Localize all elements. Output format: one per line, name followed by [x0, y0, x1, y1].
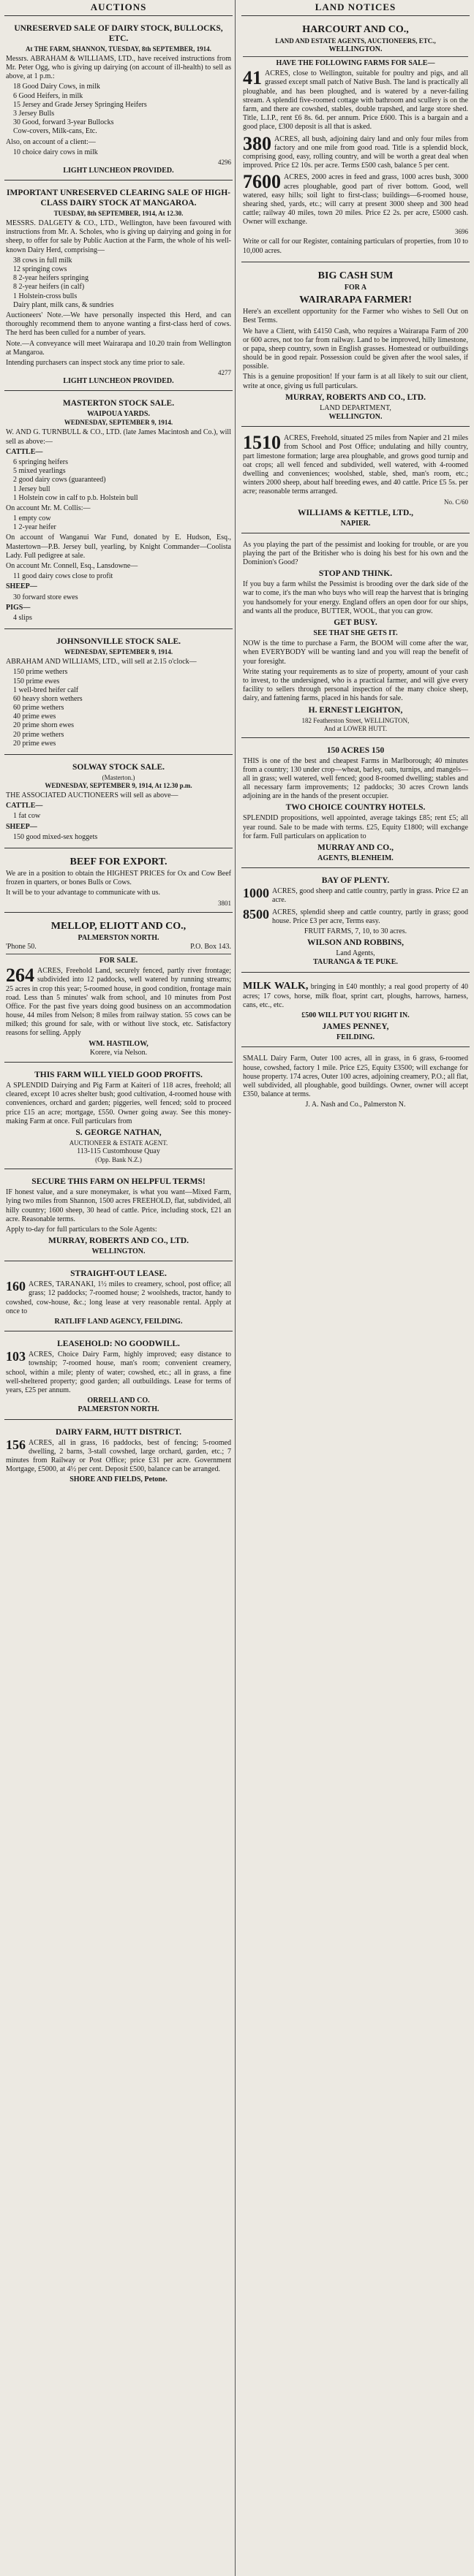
- bay-of-plenty-ad: [241, 871, 470, 972]
- lot-item: 60 heavy shorn wethers: [13, 694, 83, 703]
- ad-title: DAIRY FARM, HUTT DISTRICT.: [55, 1427, 181, 1437]
- lot-item: 6 Good Heifers, in milk: [13, 91, 83, 100]
- contact-row: [6, 943, 231, 951]
- lot-list: [13, 257, 231, 310]
- agent-address: And at LOWER HUTT.: [323, 724, 388, 732]
- hutt-dairy-ad: [4, 1423, 233, 1489]
- lot-item: 150 prime ewes: [13, 677, 60, 685]
- listing-text: ACRES, good sheep and cattle country, partly in grass. Price £2 an acre.: [272, 887, 468, 905]
- harcourt-ad: [241, 19, 470, 262]
- ad-heading: STOP AND THINK.: [318, 569, 393, 579]
- agent-name: MURRAY, ROBERTS AND CO., LTD.: [285, 392, 426, 402]
- section-label: SHEEP—: [6, 582, 37, 591]
- mangaroa-sale-ad: [4, 183, 233, 391]
- ad-body: SMALL Dairy Farm, Outer 100 acres, all in grass, in 6 grass, 6-roomed house, cowshed, factory 1 mile. Price £25, Equity £3500; will exchange for house property. 174 acres, Outer 100 acres, adjoining creamery, P.O.; all flat, well subdivided, all ploughable, good buildings. Owner, owner will accept £350, balance at terms.: [243, 1055, 468, 1099]
- ad-note: On account of Wanganui War Fund, donated by E. Hudson, Esq., Mastertown—P.B. Jersey bull, yearling, by Knight Commander—Coolista Lady. Full pedigree at sale.: [6, 533, 231, 560]
- ad-title: STRAIGHT-OUT LEASE.: [70, 1269, 167, 1279]
- listing-text: ACRES, 2000 acres in feed and grass, 1000 acres bush, 3000 acres ploughable, good part of river bottom. Good, well watered, easy hills; soil light to first-class; buildings—6-roomed house, shearing shed, yards, etc.; will carry at present 3000 sheep and 300 head cattle; railway 40 miles, town 20 miles. Price £2 2s. per acre, £5000 cash. Owner will exchange.: [243, 173, 468, 227]
- agent-town: WELLINGTON.: [91, 1247, 146, 1256]
- lot-item: 60 prime wethers: [13, 704, 64, 713]
- lot-item: 20 prime shorn ewes: [13, 721, 75, 730]
- agent-name: JAMES PENNEY,: [322, 1022, 389, 1032]
- milk-walk-ad: [241, 976, 470, 1048]
- ad-ref: 3801: [218, 899, 231, 907]
- listing-text: ACRES, Freehold, situated 25 miles from Napier and 21 miles from School and Post Office; undulating and hilly country, part limestone formation; large area ploughable, and grows good turnip and oat crops; all well fenced and subdivided, well watered, with 4-roomed dwelling and conveniences; woolshed, stable, shed, man's room, etc.; winters 2000 sheep, about half breeding ewes, and 40 cattle. Price £5 5s. per acre; reasonable terms arranged.: [243, 434, 468, 496]
- ad-body: NOW is the time to purchase a Farm, the BOOM will come after the war, when EVERYBODY will be wanting land and you will reap the benefit of your foresight.: [243, 639, 468, 666]
- ad-ref: 3696: [455, 228, 468, 236]
- agent-name: MURRAY AND CO.,: [317, 843, 394, 853]
- big-cash-ad: [241, 265, 470, 427]
- ad-title: MASTERTON STOCK SALE.: [62, 399, 175, 409]
- ad-note: Write or call for our Register, containing particulars of properties, from 10 to 10,000 acres.: [243, 238, 468, 255]
- ad-body: MESSRS. DALGETY & CO., LTD., Wellington, have been favoured with instructions from Mr. A. Scholes, who is giving up dairying and going in for sheep, to offer for sale by Public Auction at the Farm, the whole of his well-known Dairy Herd, comprising—: [6, 219, 231, 254]
- agent-name: WILSON AND ROBBINS,: [307, 938, 404, 948]
- lot-item: 6 springing heifers: [13, 457, 68, 466]
- ad-body: bringing in £40 monthly; a real good property of 40 acres; 17 cows, horse, milk float, sprint cart, ploughs, harrows, harness, cans, etc., etc.: [243, 982, 468, 1009]
- agent-town: PALMERSTON NORTH.: [78, 933, 159, 942]
- ad-ref: 4296: [218, 158, 231, 166]
- ad-body: ACRES, Freehold Land, securely fenced, partly river frontage; subdivided into 12 paddocks, well watered by running streams; 25 acres in crop this year; 5-roomed house, in good condition, frontage main road. Less than 5 minutes' walk from school, and 10 minutes from Post Office. For the past five years doing good business on an accommodation house, 44 miles from Nelson; 8 miles from railway station. 55 cows can be milked; this ground for sale, with or without live stock, etc. Satisfactory reasons for selling. Apply: [6, 967, 231, 1038]
- lot-item: 10 choice dairy cows in milk: [13, 148, 98, 156]
- ad-lead: Here's an excellent opportunity for the Farmer who wishes to Sell Out on Best Terms.: [243, 308, 468, 325]
- phone-number: 'Phone 50.: [6, 942, 37, 951]
- listing-text: ACRES, splendid sheep and cattle country, partly in grass; good house. Price £3 per acre, Terms easy.: [272, 908, 468, 925]
- lot-item: 4 slips: [13, 613, 32, 622]
- agent-name: RATLIFF LAND AGENCY, FEILDING.: [54, 1318, 183, 1326]
- agent-name: WM. HASTILOW,: [89, 1039, 148, 1048]
- lot-item: Cow-covers, Milk-cans, Etc.: [13, 127, 97, 136]
- lot-item: 40 prime ewes: [13, 713, 56, 721]
- agent-name: H. ERNEST LEIGHTON,: [308, 705, 403, 715]
- listing-text: ACRES, all bush, adjoining dairy land and only four miles from factory and one mile from good road. Title is a splendid block, comprising good, easy, rolling country, and will be worth a great deal when improved. Price £2 10s. per acre. Terms £500 cash, balance 5 per cent.: [243, 134, 468, 170]
- lot-item: Dairy plant, milk cans, & sundries: [13, 300, 114, 309]
- agent-name: HARCOURT AND CO.,: [302, 23, 409, 35]
- lot-item: 1 Jersey bull: [13, 485, 50, 493]
- ad-title: MILK WALK,: [243, 980, 309, 992]
- agent-town: PALMERSTON NORTH.: [78, 1405, 159, 1414]
- ad-body-with-number: [6, 1439, 231, 1475]
- land-notices-column: [241, 0, 470, 1117]
- ad-title: WAIRARAPA FARMER!: [299, 295, 412, 306]
- ad-date: TUESDAY, 8th SEPTEMBER, 1914, At 12.30.: [53, 210, 184, 218]
- lot-item: 3 Jersey Bulls: [13, 109, 55, 118]
- ad-title: IMPORTANT UNRESERVED CLEARING SALE OF HIGH-CLASS DAIRY STOCK AT MANGAROA.: [6, 189, 230, 208]
- agent-town: TAURANGA & TE PUKE.: [313, 958, 398, 967]
- lot-item: 18 Good Dairy Cows, in milk: [13, 83, 100, 91]
- ad-body: We are in a position to obtain the HIGHEST PRICES for Ox and Cow Beef frozen in quarters, or bones Bulls or Cows.: [6, 869, 231, 887]
- lot-item: 38 cows in full milk: [13, 256, 72, 265]
- lot-item: 1 empty cow: [13, 514, 51, 523]
- lot-item: 1 well-bred heifer calf: [13, 685, 79, 694]
- listing: [243, 69, 468, 132]
- section-label: CATTLE—: [6, 447, 43, 456]
- lot-item: 2 good dairy cows (guaranteed): [13, 476, 106, 485]
- ad-title: UNRESERVED SALE OF DAIRY STOCK, BULLOCKS, ETC.: [14, 23, 223, 43]
- masterton-sale-ad: [4, 394, 233, 629]
- listing: [243, 434, 468, 496]
- shannon-sale-ad: [4, 19, 233, 181]
- ad-body: As you playing the part of the pessimist and looking for trouble, or are you playing the part of the Britisher who is doing his best for his own and the Dominion's Good?: [243, 540, 468, 567]
- ad-ref: No. C/60: [443, 498, 468, 506]
- listing: [243, 908, 468, 926]
- ad-title: BEEF FOR EXPORT.: [69, 856, 168, 867]
- ad-title: TWO CHOICE COUNTRY HOTELS.: [285, 803, 426, 813]
- agent-address: 113-115 Customhouse Quay: [77, 1147, 160, 1155]
- agent-name: S. GEORGE NATHAN,: [75, 1128, 162, 1137]
- po-box: P.O. Box 143.: [190, 942, 231, 951]
- lot-list: [13, 514, 231, 532]
- lot-list: [13, 614, 231, 623]
- ad-title: BIG CASH SUM: [317, 270, 394, 281]
- ad-note: Apply to-day for full particulars to the Sole Agents:: [6, 1225, 157, 1234]
- ad-title: 150 ACRES 150: [326, 745, 385, 755]
- ad-title: BAY OF PLENTY.: [321, 876, 390, 886]
- ad-subheading: HAVE THE FOLLOWING FARMS FOR SALE—: [276, 59, 435, 68]
- ad-body: W. AND G. TURNBULL & CO., LTD. (late James Macintosh and Co.), will sell as above:—: [6, 428, 231, 446]
- ad-subtitle: FOR A: [344, 283, 367, 292]
- ad-footer: LIGHT LUNCHEON PROVIDED.: [63, 377, 174, 386]
- lot-item: 150 prime wethers: [13, 668, 68, 677]
- column-divider: [235, 0, 236, 2576]
- listing: [243, 132, 468, 171]
- ad-body: If you buy a farm whilst the Pessimist is brooding over the dark side of the war to come, it's the man who buys who will reap the harvest that is bringing you handsomely for your energy. England offers an open door for our ships, and wants all the produce, BUTTER, WOOL, that you can grow.: [243, 580, 468, 615]
- ad-body: THIS is one of the best and cheapest Farms in Marlborough; 40 minutes from a country; 130 under crop—wheat, barley, oats, turnips, and mangels—all in grass; well watered, well fenced; good 8-roomed dwelling; stables and all necessary farm improvements; 12 paddocks; 30 acres Crown lands adjoining are in the hands of the present occupier.: [243, 756, 468, 801]
- lot-item: 12 springing cows: [13, 265, 67, 274]
- good-profits-ad: [4, 1065, 233, 1169]
- ad-body: ACRES, Choice Dairy Farm, highly improved; easy distance to township; 7-roomed house, man's room; convenient creamery, school, within a mile; plenty of water; cowshed, etc.; all in grass, a fine well-sheltered property; good garden; all outbuildings. Lease for terms of years, £25 per annum.: [6, 1350, 231, 1394]
- solway-sale-ad: [4, 758, 233, 848]
- ad-note: Auctioneers' Note.—We have personally inspected this Herd, and can thoroughly recommend them to anyone wanting a first-class herd of cows. The herd has been culled for a number of years.: [6, 311, 231, 338]
- beef-export-ad: [4, 851, 233, 913]
- ad-body-with-title: [243, 980, 468, 1010]
- ad-body: SPLENDID propositions, well appointed, average takings £85; rent £5; all year round. Sale to be made with terms. £25, Equity £1800; will exchange for farm. Full particulars on application to: [243, 814, 468, 840]
- ad-note: Intending purchasers can inspect stock any time prior to sale.: [6, 358, 185, 367]
- agent-department: LAND DEPARTMENT,: [320, 403, 391, 412]
- ad-date: At THE FARM, SHANNON, TUESDAY, 8th SEPTEMBER, 1914.: [26, 45, 211, 53]
- ad-body: We have a Client, with £4150 Cash, who requires a Wairarapa Farm of 200 or 600 acres, not too far from railway. Land to be improved, hilly limestone, or papa, sheep country, sown in English grasses. Homestead or outbuildings should be in good repair. Possession could be given after the wool sales, if possible.: [243, 327, 468, 371]
- acre-number: 160: [6, 1279, 26, 1294]
- acre-number: 156: [6, 1437, 26, 1452]
- lot-list: [13, 458, 231, 503]
- ad-note: Note.—A conveyance will meet Wairarapa and 10.20 train from Wellington at Mangaroa.: [6, 339, 231, 357]
- agent-title: LAND AND ESTATE AGENTS, AUCTIONEERS, ETC.,: [275, 37, 436, 45]
- agent-name: ORRELL AND CO.: [87, 1397, 150, 1405]
- lot-item: 20 prime wethers: [13, 730, 64, 739]
- acre-number: 1510: [243, 432, 281, 454]
- ad-heading: GET BUSY.: [334, 618, 377, 628]
- lot-list: [13, 148, 231, 157]
- listing: [243, 173, 468, 227]
- ad-body: IF honest value, and a sure moneymaker, is what you want—Mixed Farm, lying two miles from Shannon, 1500 acres FREEHOLD, flat, subdivided, all hilly country; 1600 sheep, 30 head of cattle. Price, including stock, £21 an acre. Reasonable terms.: [6, 1188, 231, 1223]
- lot-item: 20 prime ewes: [13, 739, 56, 748]
- agent-address-note: (Opp. Bank N.Z.): [95, 1156, 142, 1164]
- ad-body: A SPLENDID Dairying and Pig Farm at Kaiteri of 118 acres, freehold; all cleared, except 10 acres shelter bush; good cultivation, 4-roomed house with conveniences, orchard and garden; piggeries, well fenced; sold to proceed price £15 an acre; mortgage, £550. Owner going away. See this money-making Farm at once. Full particulars from: [6, 1082, 231, 1125]
- ad-title: SECURE THIS FARM ON HELPFUL TERMS!: [31, 1177, 206, 1187]
- agent-title: AGENTS, BLENHEIM.: [317, 854, 394, 863]
- ad-note: On account Mr. M. Collis:—: [6, 504, 91, 512]
- ad-title: SOLWAY STOCK SALE.: [72, 763, 165, 772]
- ad-footer: LIGHT LUNCHEON PROVIDED.: [63, 166, 174, 175]
- ad-note: FRUIT FARMS, 7, 10, to 30 acres.: [304, 927, 407, 936]
- listing: [243, 887, 468, 905]
- lot-item: 1 Holstein cow in calf to p.b. Holstein bull: [13, 493, 138, 502]
- listing-text: ACRES, close to Wellington, suitable for poultry and pigs, and all grassed except small patch of Native Bush. The land is practically all ploughable, and has been ploughed, and is watered by a never-failing stream. A splendid five-roomed cottage with bathroom and scullery is on the farm, and there are cowshed, stables, double trapshed, and large store shed. Title, L.I.P., rent £6 8s. 6d. per annum. Price £600. This is a bargain and a good place, £300 deposit is all that is asked.: [243, 69, 468, 132]
- lot-item: 150 good mixed-sex hoggets: [13, 832, 98, 841]
- ad-date: WEDNESDAY, SEPTEMBER 9, 1914.: [64, 419, 173, 427]
- section-label: CATTLE—: [6, 802, 43, 810]
- ad-heading: SEE THAT SHE GETS IT.: [313, 629, 398, 638]
- agent-town: WELLINGTON.: [328, 413, 383, 422]
- freehold-1510-ad: [241, 430, 470, 533]
- leasehold-ad: [4, 1334, 233, 1419]
- ad-note: This is a genuine proposition! If your farm is at all likely to suit our client, write at once, giving us full particulars.: [243, 373, 468, 390]
- agent-address: 182 Featherston Street, WELLINGTON,: [301, 716, 410, 724]
- leighton-ad: [241, 536, 470, 738]
- section-label: SHEEP—: [6, 822, 37, 831]
- ad-body: THE ASSOCIATED AUCTIONEERS will sell as above—: [6, 791, 178, 799]
- ad-body: ABRAHAM AND WILLIAMS, LTD., will sell at 2.15 o'clock—: [6, 658, 197, 666]
- ad-note: £500 WILL PUT YOU RIGHT IN.: [301, 1011, 410, 1020]
- lot-item: 15 Jersey and Grade Jersey Springing Heifers: [13, 100, 147, 109]
- agent-name: J. A. Nash and Co., Palmerston N.: [305, 1101, 406, 1109]
- ad-subtitle: (Masterton.): [102, 774, 135, 782]
- lot-item: 1 Holstein-cross bulls: [13, 292, 78, 300]
- ad-title: THIS FARM WILL YIELD GOOD PROFITS.: [34, 1071, 203, 1080]
- johnsonville-sale-ad: [4, 632, 233, 755]
- lot-list: [13, 83, 231, 136]
- ad-body-with-number: [6, 967, 231, 1038]
- lot-list: [13, 593, 231, 602]
- agent-address: Korere, via Nelson.: [89, 1048, 148, 1057]
- agent-town: NAPIER.: [340, 519, 371, 528]
- section-label: PIGS—: [6, 603, 31, 612]
- ad-body: Messrs. ABRAHAM & WILLIAMS, LTD., have received instructions from Mr. Peter Ogg, who is giving up dairying (on account of ill-health) to sell as above, at 1 p.m.:: [6, 54, 231, 81]
- ad-venue: WAIPOUA YARDS.: [87, 410, 150, 419]
- ad-body: ACRES, all in grass, 16 paddocks, best of fencing; 5-roomed dwelling, 2 barns, 3-stall cowshed, large orchard, garden, etc.; 7 minutes from Railway or Post Office; price £31 per acre. Government Mortgage, £5000, at 4½ per cent. Deposit £500, balance can be arranged.: [6, 1438, 231, 1474]
- ad-date: WEDNESDAY, SEPTEMBER 9, 1914, At 12.30 p.m.: [45, 782, 192, 789]
- auctions-header: AUCTIONS: [4, 0, 233, 16]
- taranaki-lease-ad: [4, 1264, 233, 1331]
- ad-body: Write stating your requirements as to size of property, amount of your cash to invest, to the undersigned, who is a practical farmer, and will give every facility to sellers through personal inspection of the many choice sheep, dairy, and fattening farms, placed in his hands for sale.: [243, 667, 468, 703]
- acre-number: 103: [6, 1349, 26, 1364]
- ad-note: It will be to your advantage to communicate with us.: [6, 889, 161, 897]
- lot-item: 1 fat cow: [13, 812, 41, 821]
- small-dairy-ad: [241, 1050, 470, 1114]
- agent-name: WILLIAMS & KETTLE, LTD.,: [297, 508, 414, 517]
- agent-town: WELLINGTON.: [328, 45, 383, 53]
- divider: [243, 56, 468, 57]
- ad-note: Also, on account of a client:—: [6, 137, 96, 146]
- agent-title: Land Agents,: [336, 949, 375, 958]
- agent-title: AUCTIONEER & ESTATE AGENT.: [69, 1139, 168, 1147]
- acre-number: 7600: [243, 171, 281, 193]
- lot-list: [13, 572, 231, 581]
- mellop-eliott-ad: [4, 916, 233, 1063]
- ad-ref: 4277: [218, 369, 231, 377]
- ad-title: LEASEHOLD: NO GOODWILL.: [57, 1340, 180, 1349]
- secure-farm-ad: [4, 1172, 233, 1261]
- lot-item: 30 Good, forward 3-year Bullocks: [13, 118, 114, 127]
- lot-list: [13, 668, 231, 748]
- acre-number: 264: [6, 965, 34, 987]
- lot-list: [13, 812, 231, 821]
- marlborough-hotels-ad: [241, 741, 470, 869]
- lot-item: 11 good dairy cows close to profit: [13, 572, 113, 581]
- ad-date: WEDNESDAY, SEPTEMBER 9, 1914.: [64, 648, 173, 656]
- lot-list: [13, 833, 231, 842]
- lot-item: 5 mixed yearlings: [13, 467, 66, 476]
- acre-number: 8500: [243, 906, 269, 922]
- ad-body: ACRES, TARANAKI, 1½ miles to creamery, school, post office; all grass; 12 paddocks; 7-roomed house; 2 woolsheds, tractor, handy to cowshed, cow-house, &c.; long lease at very reasonable rental. Apply at once to: [6, 1280, 231, 1315]
- ad-note: On account Mr. Connell, Esq., Lansdowne—: [6, 562, 138, 571]
- for-sale-label: FOR SALE.: [99, 956, 138, 965]
- agent-name: SHORE AND FIELDS, Petone.: [69, 1475, 168, 1484]
- ad-title: JOHNSONVILLE STOCK SALE.: [56, 637, 181, 647]
- ad-body-with-number: [6, 1350, 231, 1395]
- agent-name: MURRAY, ROBERTS AND CO., LTD.: [48, 1236, 189, 1246]
- acre-number: 380: [243, 132, 271, 154]
- lot-item: 1 2-year heifer: [13, 523, 56, 532]
- agent-town: FEILDING.: [336, 1033, 375, 1042]
- auctions-column: [4, 0, 233, 1492]
- lot-item: 8 2-year heifers springing: [13, 274, 89, 283]
- lot-item: 8 2-year heifers (in calf): [13, 283, 85, 292]
- ad-body-with-number: [6, 1280, 231, 1316]
- lot-item: 30 forward store ewes: [13, 593, 78, 601]
- agent-name: MELLOP, ELIOTT AND CO.,: [50, 920, 187, 932]
- acre-number: 1000: [243, 886, 269, 901]
- acre-number: 41: [243, 67, 262, 89]
- land-notices-header: LAND NOTICES: [241, 0, 470, 16]
